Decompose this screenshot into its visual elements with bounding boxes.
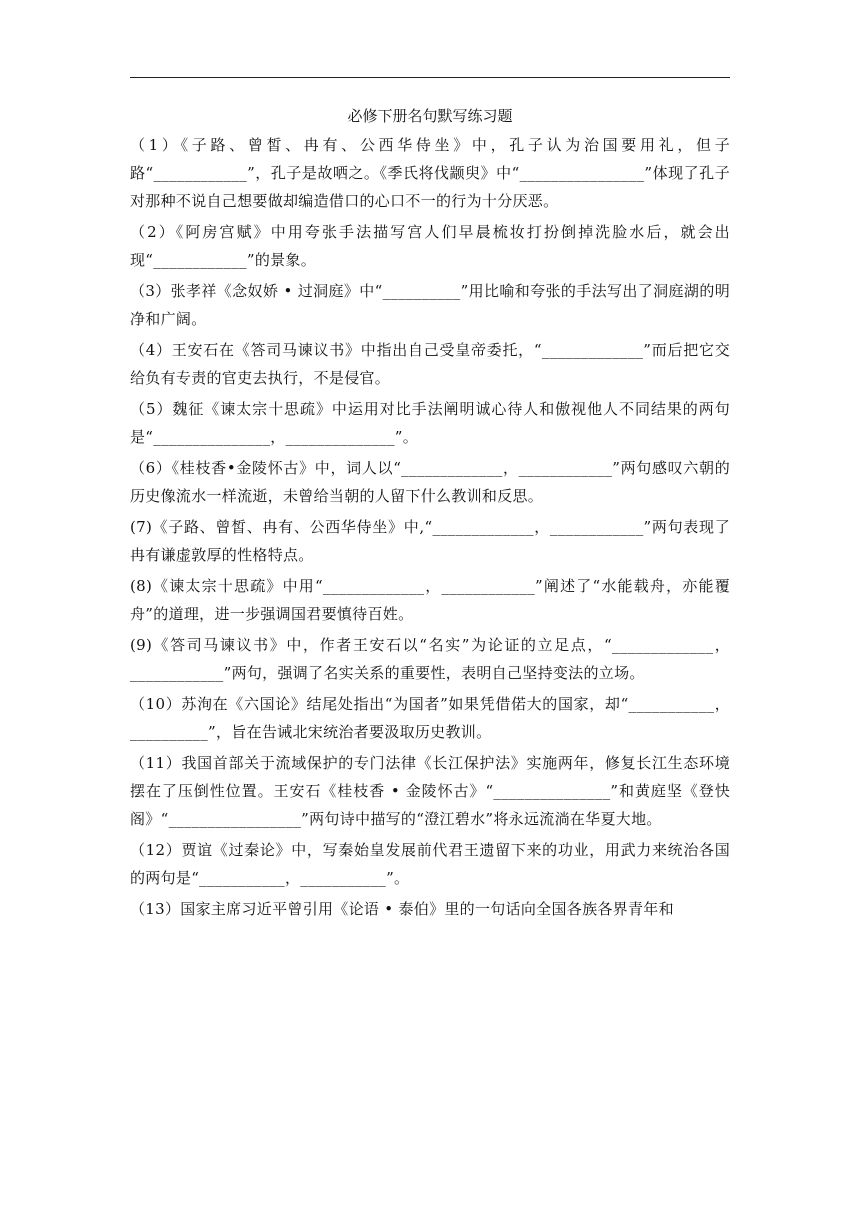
question-1: （1）《子路、曾皙、冉有、公西华侍坐》中，孔子认为治国要用礼，但子路“____________”，孔子是故哂之。《季氏将伐颛臾》中“________________”体现了孔子对那种不说自己想要做却编造借口的心口不一的行为十分厌恶。 [130,136,730,210]
question-4: （4）王安石在《答司马谏议书》中指出自己受皇帝委托，“_____________”而后把它交给负有专责的官吏去执行，不是侵官。 [130,341,730,387]
question-9: (9)《答司马谏议书》中，作者王安石以“名实”为论证的立足点，“_____________，____________”两句，强调了名实关系的重要性，表明自己坚持变法的立场。 [130,636,730,682]
question-3: （3）张孝祥《念奴娇 • 过洞庭》中“__________”用比喻和夸张的手法写出了洞庭湖的明净和广阔。 [130,282,730,328]
question-13: （13）国家主席习近平曾引用《论语 • 泰伯》里的一句话向全国各族各界青年和 [130,900,674,918]
document-title: 必修下册名句默写练习题 [347,107,513,125]
document-body [130,104,730,926]
header-rule [130,77,730,78]
question-11: （11）我国首部关于流域保护的专门法律《长江保护法》实施两年，修复长江生态环境摆在了压倒性位置。王安石《桂枝香 • 金陵怀古》“_______________”和黄庭坚《登快阁》“_________________”两句诗中描写的“澄江碧水”将永远流淌在华夏大地。 [130,754,730,828]
question-2: （2）《阿房宫赋》中用夸张手法描写宫人们早晨梳妆打扮倒掉洗脸水后，就会出现“____________”的景象。 [130,223,730,269]
question-7: (7)《子路、曾皙、冉有、公西华侍坐》中,“_____________，____________”两句表现了冉有谦虚敦厚的性格特点。 [130,518,730,564]
question-8: (8)《谏太宗十思疏》中用“_____________，____________”阐述了“水能载舟，亦能覆舟”的道理，进一步强调国君要慎待百姓。 [130,577,730,623]
question-5: （5）魏征《谏太宗十思疏》中运用对比手法阐明诚心待人和傲视他人不同结果的两句是“_______________，______________”。 [130,400,730,446]
question-12: （12）贾谊《过秦论》中，写秦始皇发展前代君王遗留下来的功业，用武力来统治各国的两句是“___________，___________”。 [130,841,730,887]
question-6: （6）《桂枝香•金陵怀古》中，词人以“_____________，____________”两句感叹六朝的历史像流水一样流逝，未曾给当朝的人留下什么教训和反思。 [130,459,730,505]
question-10: （10）苏洵在《六国论》结尾处指出“为国者”如果凭借偌大的国家，却“___________，__________”，旨在告诫北宋统治者要汲取历史教训。 [130,695,730,741]
